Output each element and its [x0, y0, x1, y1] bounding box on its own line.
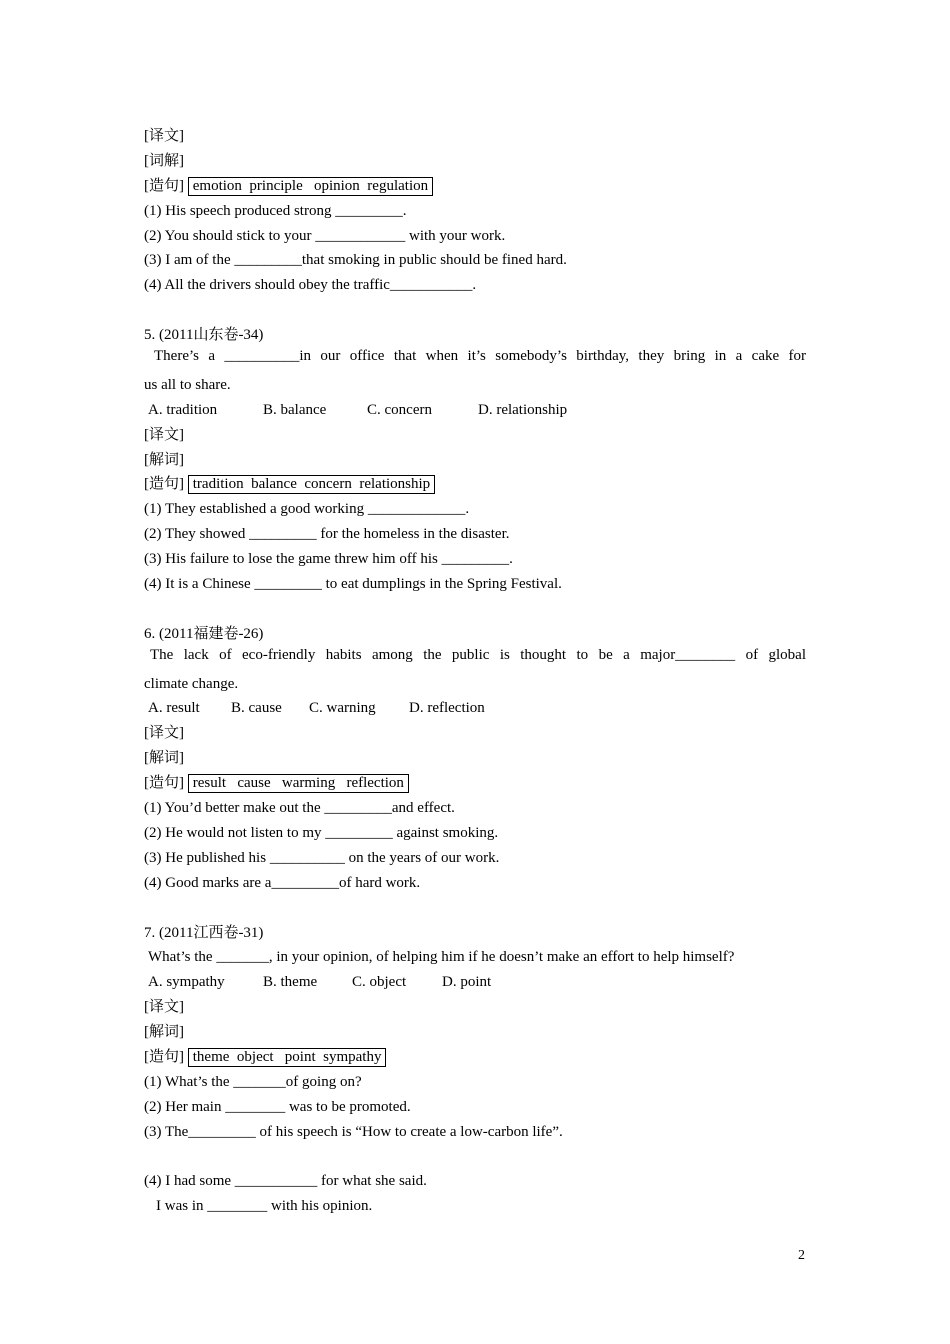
- q7-option-c: C. object: [352, 974, 407, 991]
- q7-sentence-3: (3) The_________ of his speech is “How to create a low-carbon life”.: [144, 1123, 563, 1140]
- q6-sentence-3: (3) He published his __________ on the years of our work.: [144, 849, 500, 866]
- pre-word-box: emotion principle opinion regulation: [188, 177, 433, 196]
- q5-sentence-3: (3) His failure to lose the game threw him off his _________.: [144, 551, 513, 568]
- q5-stem-line-2: us all to share.: [144, 376, 231, 393]
- q5-word-box: tradition balance concern relationship: [188, 475, 435, 494]
- document-body: [144, 124, 806, 1219]
- page-number: 2: [798, 1248, 805, 1263]
- q6-stem-line-1: The lack of eco-friendly habits among the public is thought to be a major________ of global: [150, 646, 806, 663]
- q7-sentence-2: (2) Her main ________ was to be promoted.: [144, 1098, 411, 1115]
- q7-sentence-4: (4) I had some ___________ for what she said.: [144, 1173, 427, 1190]
- q6-option-b: B. cause: [231, 700, 282, 717]
- q6-sentence-1: (1) You’d better make out the _________and effect.: [144, 800, 455, 817]
- pre-sentence-4: (4) All the drivers should obey the traffic___________.: [144, 277, 477, 294]
- q5-zaoju-label: [造句]: [144, 476, 184, 493]
- q6-sentence-2: (2) He would not listen to my _________ against smoking.: [144, 824, 499, 841]
- q5-sentence-2: (2) They showed _________ for the homeless in the disaster.: [144, 526, 510, 543]
- q5-option-c: C. concern: [367, 401, 432, 418]
- q5-sentence-1: (1) They established a good working _____________.: [144, 501, 470, 518]
- q6-option-d: D. reflection: [409, 700, 485, 717]
- q5-header: 5. (2011山东卷-34): [144, 327, 264, 344]
- pre-zaoju-row: [144, 174, 806, 199]
- q5-stem-line-1: There’s a __________in our office that when it’s somebody’s birthday, they bring in a cake for: [154, 348, 806, 365]
- q6-header: 6. (2011福建卷-26): [144, 625, 264, 642]
- q6-stem-line-2: climate change.: [144, 675, 239, 692]
- q7-yiwen-label: [译文]: [144, 999, 184, 1016]
- q5-sentence-4: (4) It is a Chinese _________ to eat dumplings in the Spring Festival.: [144, 576, 562, 593]
- q6-word-box: result cause warming reflection: [188, 774, 409, 793]
- q7-zaoju-label: [造句]: [144, 1048, 184, 1065]
- q6-yiwen-label: [译文]: [144, 725, 184, 742]
- q6-jieci-label: [解词]: [144, 750, 184, 767]
- q6-options: [144, 696, 806, 721]
- q7-option-a: A. sympathy: [148, 974, 225, 991]
- pre-yiwen-label: [译文]: [144, 128, 184, 144]
- q5-jieci-label: [解词]: [144, 451, 184, 468]
- q6-zaoju-label: [造句]: [144, 775, 184, 792]
- q7-jieci-label: [解词]: [144, 1024, 184, 1041]
- pre-sentence-2: (2) You should stick to your ____________ with your work.: [144, 227, 506, 244]
- q6-option-a: A. result: [148, 700, 200, 717]
- q5-option-a: A. tradition: [148, 401, 218, 418]
- q7-stem-line-1: What’s the _______, in your opinion, of helping him if he doesn’t make an effort to help himself?: [148, 949, 735, 966]
- q5-zaoju-row: [144, 472, 806, 497]
- pre-sentence-3: (3) I am of the _________that smoking in public should be fined hard.: [144, 252, 567, 269]
- q7-header: 7. (2011江西卷-31): [144, 924, 264, 941]
- q7-options: [144, 970, 806, 995]
- q5-option-b: B. balance: [263, 401, 327, 418]
- q6-zaoju-row: [144, 771, 806, 796]
- q7-option-b: B. theme: [263, 974, 318, 991]
- q6-sentence-4: (4) Good marks are a_________of hard work.: [144, 874, 421, 891]
- q5-option-d: D. relationship: [478, 401, 568, 418]
- pre-cijie-label: [词解]: [144, 152, 184, 169]
- q5-yiwen-label: [译文]: [144, 426, 184, 443]
- pre-zaoju-label: [造句]: [144, 177, 184, 194]
- q7-zaoju-row: [144, 1045, 806, 1070]
- q7-option-d: D. point: [442, 974, 492, 991]
- q7-sentence-1: (1) What’s the _______of going on?: [144, 1073, 362, 1090]
- q7-sentence-5: I was in ________ with his opinion.: [156, 1198, 373, 1215]
- q5-options: [144, 398, 806, 423]
- pre-sentence-1: (1) His speech produced strong _________.: [144, 202, 407, 219]
- q6-option-c: C. warning: [309, 700, 376, 717]
- q7-word-box: theme object point sympathy: [188, 1048, 387, 1067]
